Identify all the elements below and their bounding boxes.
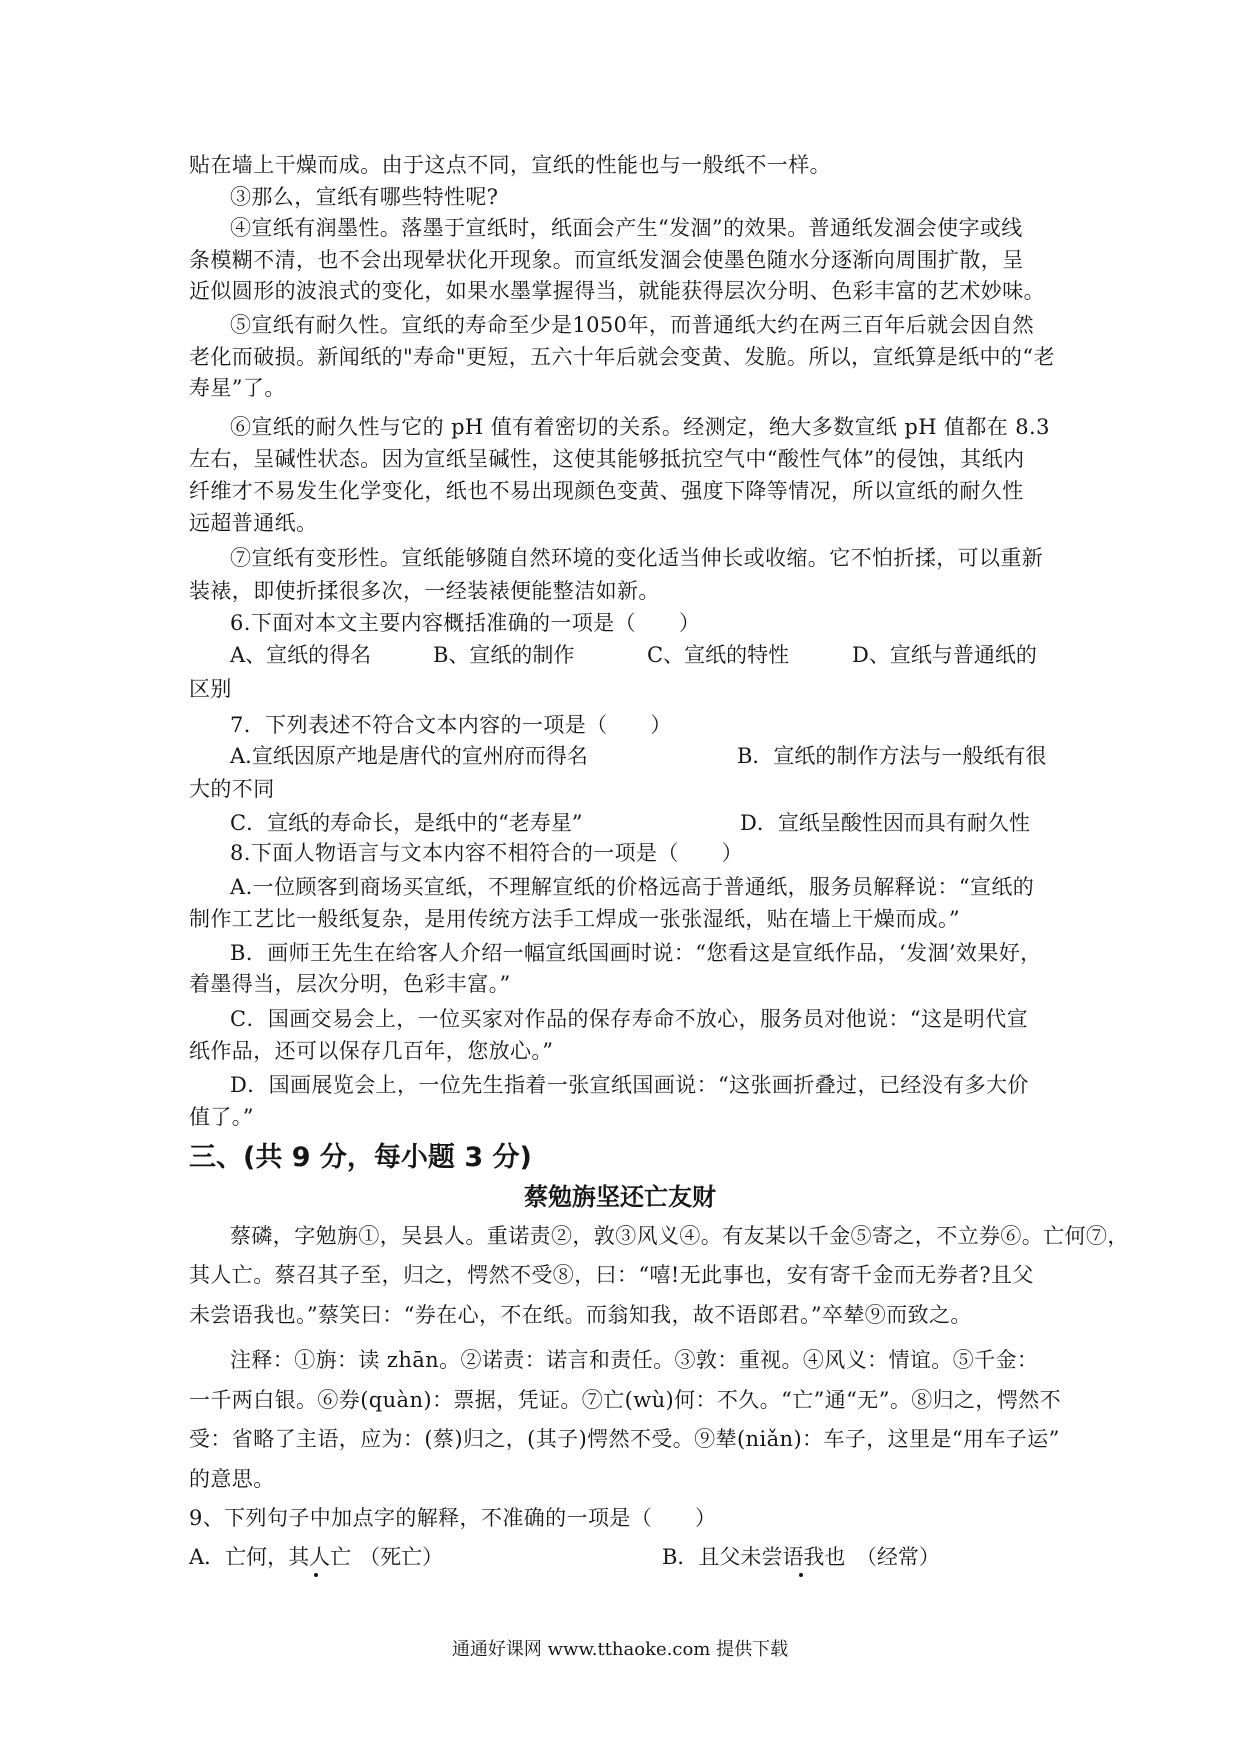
passage-paragraph-3: ③那么，宣纸有哪些特性呢? xyxy=(230,185,499,209)
q7-option-a[interactable]: A.宣纸因原产地是唐代的宣州府而得名 xyxy=(230,744,588,768)
q8-option-d[interactable]: D．国画展览会上，一位先生指着一张宣纸国画说：“这张画折叠过，已经没有多大价 xyxy=(230,1073,1029,1097)
notes-line: 一千两白银。⑥券(quàn)：票据，凭证。⑦亡(wù)何：不久。“亡”通“无”。⑧归之，愕然不 xyxy=(189,1388,1062,1412)
section-heading: 三、(共 9 分，每小题 3 分) xyxy=(189,1142,532,1173)
passage-line: 远超普通纸。 xyxy=(189,511,318,535)
classical-text-line: 未尝语我也。”蔡笑曰：“券在心，不在纸。而翁知我，故不语郎君。”卒辇⑨而致之。 xyxy=(189,1303,972,1327)
passage-line: 老化而破损。新闻纸的"寿命"更短，五六十年后就会变黄、发脆。所以，宣纸算是纸中的“老 xyxy=(189,345,1055,369)
q8-option-b[interactable]: B．画师王先生在给客人介绍一幅宣纸国画时说：“您看这是宣纸作品，‘发涸’效果好， xyxy=(230,941,1042,965)
notes-line: 注释：①旃：读 zhān。②诺责：诺言和责任。③敦：重视。④风义：情谊。⑤千金： xyxy=(230,1348,1039,1372)
page-footer: 通通好课网 www.tthaoke.com 提供下载 xyxy=(451,1639,789,1660)
q8-stem: 8.下面人物语言与文本内容不相符合的一项是（ ） xyxy=(230,841,744,865)
q9-option-b[interactable] xyxy=(662,1542,940,1572)
q7-option-c[interactable]: C．宣纸的寿命长，是纸中的“老寿星” xyxy=(230,811,583,835)
q6-option-a[interactable]: A、宣纸的得名 xyxy=(230,643,372,667)
classical-text-line: 其人亡。蔡召其子至，归之，愕然不受⑧，曰：“嘻!无此事也，安有寄千金而无券者?且父 xyxy=(189,1263,1034,1287)
passage-line: 装裱，即使折揉很多次，一经装裱便能整洁如新。 xyxy=(189,579,660,603)
q6-option-b[interactable]: B、宣纸的制作 xyxy=(433,643,575,667)
q9-stem: 9、下列句子中加点字的解释，不准确的一项是（ ） xyxy=(189,1506,717,1530)
notes-line: 受：省略了主语，应为：(蔡)归之，(其子)愕然不受。⑨辇(niǎn)：车子，这里是“用车子运” xyxy=(189,1427,1060,1451)
q6-option-d-continued: 区别 xyxy=(189,677,232,701)
classical-text-line: 蔡磷，字勉旃①，吴县人。重诺责②，敦③风义④。有友某以千金⑤寄之，不立券⑥。亡何⑦， xyxy=(230,1224,1129,1248)
passage-line: 近似圆形的波浪式的变化，如果水墨掌握得当，就能获得层次分明、色彩丰富的艺术妙味。 xyxy=(189,279,1045,303)
q8-option-d-continued: 值了。” xyxy=(189,1105,254,1129)
q9-option-a-gloss: （死亡） xyxy=(359,1545,444,1569)
q6-option-d[interactable]: D、宣纸与普通纸的 xyxy=(852,643,1037,667)
q9-option-b-rest: 语我也 （经常） xyxy=(782,1545,940,1569)
q9-option-a-dotted-char: 亡 xyxy=(330,1545,352,1569)
passage-paragraph-7: ⑦宣纸有变形性。宣纸能够随自然环境的变化适当伸长或收缩。它不怕折揉，可以重新 xyxy=(230,546,1044,570)
q7-option-b[interactable]: B．宣纸的制作方法与一般纸有很 xyxy=(737,744,1047,768)
passage-line: 寿星”了。 xyxy=(189,376,286,400)
q9-option-b-prefix: B．且父未 xyxy=(662,1545,762,1569)
passage-line: 条模糊不清，也不会出现晕状化开现象。而宣纸发涸会使墨色随水分逐渐向周围扩散，呈 xyxy=(189,248,1024,272)
q7-option-b-continued: 大的不同 xyxy=(189,777,275,801)
q9-option-a-prefix: A．亡何，其人 xyxy=(189,1545,331,1569)
notes-line: 的意思。 xyxy=(189,1467,275,1491)
passage-paragraph-6: ⑥宣纸的耐久性与它的 pH 值有着密切的关系。经测定，绝大多数宣纸 pH 值都在 8.3 xyxy=(230,415,1050,439)
q6-stem: 6.下面对本文主要内容概括准确的一项是（ ） xyxy=(230,611,701,635)
passage-line: 贴在墙上干燥而成。由于这点不同，宣纸的性能也与一般纸不一样。 xyxy=(189,153,831,177)
passage-line: 纤维才不易发生化学变化，纸也不易出现颜色变黄、强度下降等情况，所以宣纸的耐久性 xyxy=(189,479,1024,503)
classical-text-title: 蔡勉旃坚还亡友财 xyxy=(524,1183,716,1211)
q7-stem: 7．下列表述不符合文本内容的一项是（ ） xyxy=(230,713,672,737)
q8-option-b-continued: 着墨得当，层次分明，色彩丰富。” xyxy=(189,972,511,996)
q9-option-a[interactable] xyxy=(189,1542,443,1572)
passage-line: 左右，呈碱性状态。因为宣纸呈碱性，这使其能够抵抗空气中“酸性气体”的侵蚀，其纸内 xyxy=(189,447,1025,471)
q7-option-d[interactable]: D．宣纸呈酸性因而具有耐久性 xyxy=(740,811,1030,835)
q8-option-c[interactable]: C．国画交易会上，一位买家对作品的保存寿命不放心，服务员对他说：“这是明代宣 xyxy=(230,1007,1029,1031)
q9-option-b-dotted-char: 尝 xyxy=(761,1545,783,1569)
q8-option-c-continued: 纸作品，还可以保存几百年，您放心。” xyxy=(189,1039,554,1063)
passage-paragraph-5: ⑤宣纸有耐久性。宣纸的寿命至少是1050年，而普通纸大约在两三百年后就会因自然 xyxy=(230,313,1035,337)
passage-paragraph-4: ④宣纸有润墨性。落墨于宣纸时，纸面会产生“发涸”的效果。普通纸发涸会使字或线 xyxy=(230,216,1023,240)
q8-option-a[interactable]: A.一位顾客到商场买宣纸，不理解宣纸的价格远高于普通纸，服务员解释说：“宣纸的 xyxy=(230,875,1035,899)
q6-option-c[interactable]: C、宣纸的特性 xyxy=(647,643,790,667)
q8-option-a-continued: 制作工艺比一般纸复杂，是用传统方法手工焊成一张张湿纸，贴在墙上干燥而成。” xyxy=(189,907,961,931)
